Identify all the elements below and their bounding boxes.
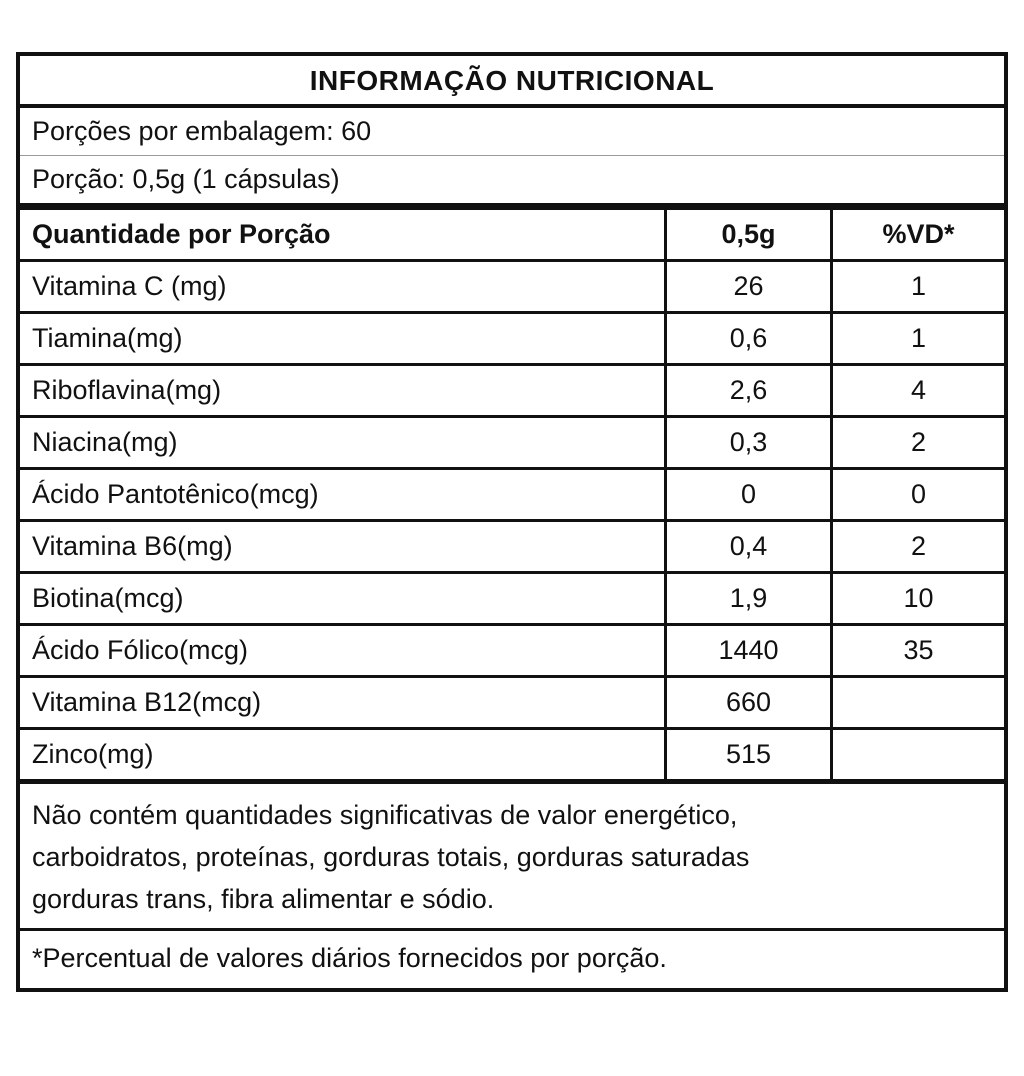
column-header-dv: %VD* <box>830 210 1004 259</box>
nutrient-label: Vitamina B12(mcg) <box>32 687 262 717</box>
dv-value: 1 <box>830 262 1004 311</box>
serving-size: Porção: 0,5g (1 cápsulas) <box>20 156 1004 210</box>
amount-value: 0 <box>664 470 830 519</box>
nutrient-label: Riboflavina(mg) <box>32 375 222 405</box>
table-row <box>20 730 1004 784</box>
disclaimer-text <box>20 784 1004 928</box>
table-row <box>20 314 1004 366</box>
table-row <box>20 470 1004 522</box>
table-row <box>20 262 1004 314</box>
dv-value: 0 <box>830 470 1004 519</box>
nutrition-label <box>16 52 1008 992</box>
table-header-row <box>20 210 1004 262</box>
amount-value: 0,4 <box>664 522 830 571</box>
column-header-amount: 0,5g <box>664 210 830 259</box>
dv-value: 4 <box>830 366 1004 415</box>
amount-value: 1,9 <box>664 574 830 623</box>
table-row <box>20 366 1004 418</box>
servings-per-package: Porções por embalagem: 60 <box>20 108 1004 156</box>
nutrient-label: Vitamina B6(mg) <box>32 531 233 561</box>
label-title: INFORMAÇÃO NUTRICIONAL <box>20 56 1004 108</box>
table-row <box>20 626 1004 678</box>
dv-value: 35 <box>830 626 1004 675</box>
table-row <box>20 574 1004 626</box>
dv-value: 2 <box>830 418 1004 467</box>
disclaimer-line: gorduras trans, fibra alimentar e sódio. <box>32 884 495 914</box>
nutrition-label-page <box>0 52 1024 1076</box>
table-row <box>20 522 1004 574</box>
nutrient-label: Vitamina C (mg) <box>32 271 227 301</box>
nutrient-label: Ácido Fólico(mcg) <box>32 635 249 665</box>
nutrient-label: Biotina(mcg) <box>32 583 184 613</box>
table-row <box>20 678 1004 730</box>
table-row <box>20 418 1004 470</box>
amount-value: 660 <box>664 678 830 727</box>
amount-value: 2,6 <box>664 366 830 415</box>
amount-value: 26 <box>664 262 830 311</box>
amount-value: 515 <box>664 730 830 779</box>
dv-value: 1 <box>830 314 1004 363</box>
dv-value <box>830 730 1004 779</box>
disclaimer-line: Não contém quantidades significativas de valor energético, <box>32 800 738 830</box>
dv-footnote: *Percentual de valores diários fornecidos por porção. <box>20 928 1004 988</box>
amount-value: 0,6 <box>664 314 830 363</box>
dv-value <box>830 678 1004 727</box>
dv-value: 10 <box>830 574 1004 623</box>
nutrient-label: Ácido Pantotênico(mcg) <box>32 479 319 509</box>
amount-value: 1440 <box>664 626 830 675</box>
nutrient-label: Zinco(mg) <box>32 739 154 769</box>
dv-value: 2 <box>830 522 1004 571</box>
nutrient-label: Tiamina(mg) <box>32 323 183 353</box>
amount-value: 0,3 <box>664 418 830 467</box>
disclaimer-line: carboidratos, proteínas, gorduras totais, gorduras saturadas <box>32 842 750 872</box>
column-header-nutrient: Quantidade por Porção <box>32 219 331 249</box>
nutrient-label: Niacina(mg) <box>32 427 178 457</box>
